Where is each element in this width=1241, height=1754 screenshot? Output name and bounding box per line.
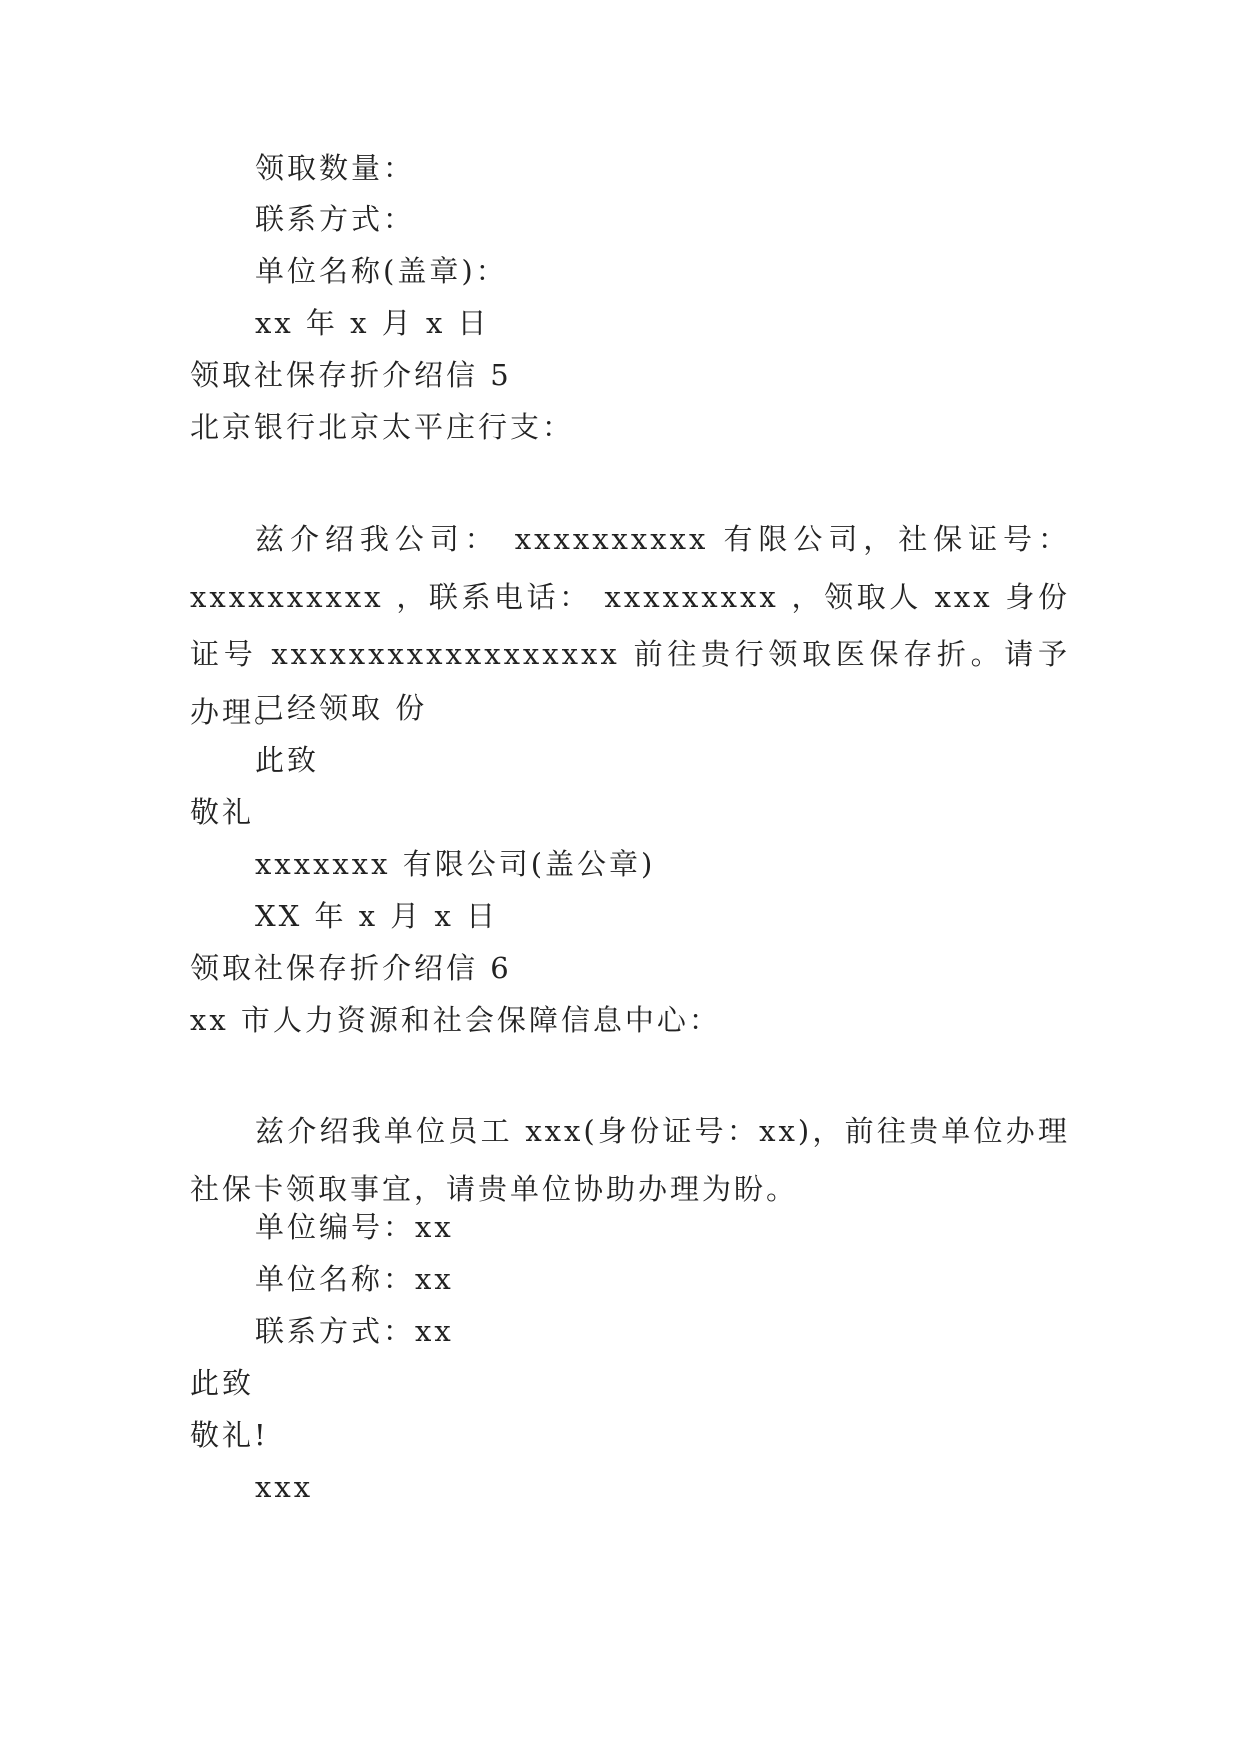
- contact-line: 联系方式：: [255, 202, 416, 236]
- letter6-unit-name: 单位名称：xx: [255, 1262, 454, 1296]
- unit-name-seal-line: 单位名称(盖章)：: [255, 254, 508, 288]
- letter6-unit-code: 单位编号：xx: [255, 1210, 454, 1244]
- letter5-received: 已经领取 份: [255, 691, 428, 725]
- letter5-date: XX 年 x 月 x 日: [255, 899, 499, 933]
- quantity-line: 领取数量：: [255, 151, 416, 185]
- letter5-body: 兹介绍我公司： xxxxxxxxxx 有限公司，社保证号： xxxxxxxxxx ，联系电话： xxxxxxxxx ，领取人 xxx 身份证号 xxxxxxxxxxxxxxxxxx 前往贵行领取医保存折。请予办理。: [190, 522, 1070, 729]
- letter6-contact: 联系方式：xx: [255, 1314, 454, 1348]
- letter5-signature: xxxxxxx 有限公司(盖公章): [255, 847, 656, 881]
- letter6-signature: xxx: [255, 1470, 314, 1504]
- letter6-salutation: xx 市人力资源和社会保障信息中心：: [190, 1003, 721, 1037]
- letter5-title: 领取社保存折介绍信 5: [190, 358, 512, 392]
- letter5-salutation: 北京银行北京太平庄行支：: [190, 410, 575, 444]
- letter5-closing2: 敬礼: [190, 795, 255, 829]
- letter5-closing1: 此致: [255, 743, 320, 777]
- letter6-body: 兹介绍我单位员工 xxx(身份证号：xx)，前往贵单位办理社保卡领取事宜，请贵单位协助办理为盼。: [190, 1114, 1070, 1206]
- letter6-title: 领取社保存折介绍信 6: [190, 951, 512, 985]
- letter6-closing1: 此致: [190, 1366, 255, 1400]
- date-line: xx 年 x 月 x 日: [255, 306, 490, 340]
- letter6-closing2: 敬礼!: [190, 1418, 269, 1452]
